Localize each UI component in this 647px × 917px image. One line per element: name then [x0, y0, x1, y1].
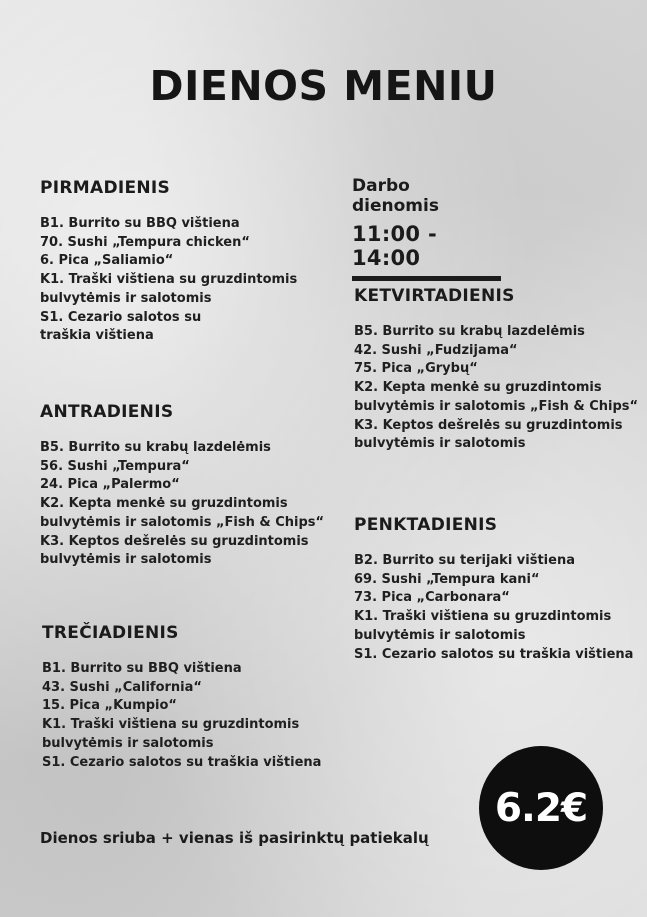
menu-item: bulvytėmis ir salotomis „Fish & Chips“	[354, 398, 639, 414]
menu-item: 73. Pica „Carbonara“	[354, 590, 510, 606]
working-hours	[352, 176, 502, 281]
day-title: ANTRADIENIS	[40, 402, 174, 422]
menu-item: K2. Kepta menkė su gruzdintomis	[354, 380, 602, 396]
menu-item: 15. Pica „Kumpio“	[42, 698, 177, 714]
day-monday	[40, 178, 297, 346]
hours-label: Darbo dienomis	[352, 176, 439, 216]
menu-list	[42, 660, 321, 772]
day-friday	[354, 515, 633, 664]
menu-item: 75. Pica „Grybų“	[354, 361, 478, 377]
menu-item: bulvytėmis ir salotomis	[40, 290, 212, 306]
menu-item: K2. Kepta menkė su gruzdintomis	[40, 496, 288, 512]
divider	[352, 276, 501, 281]
day-title: TREČIADIENIS	[42, 623, 179, 643]
menu-item: K1. Traški vištiena su gruzdintomis	[40, 272, 298, 288]
price-value: 6.2€	[494, 785, 588, 831]
menu-item: bulvytėmis ir salotomis	[354, 627, 526, 643]
day-title: PIRMADIENIS	[40, 178, 171, 198]
menu-list	[40, 439, 324, 570]
menu-item: S1. Cezario salotos su traškia vištiena	[42, 754, 322, 770]
page-title: DIENOS MENIU	[149, 62, 498, 110]
menu-item: K3. Keptos dešrelės su gruzdintomis	[354, 417, 623, 433]
menu-item: B1. Burrito su BBQ vištiena	[40, 216, 240, 231]
menu-item: 43. Sushi „California“	[42, 679, 202, 695]
menu-item: K1. Traški vištiena su gruzdintomis	[42, 717, 300, 733]
footer-note: Dienos sriuba + vienas iš pasirinktų patiekalų	[40, 829, 429, 847]
menu-list	[354, 552, 633, 664]
menu-item: 6. Pica „Saliamio“	[40, 253, 174, 269]
menu-item: K3. Keptos dešrelės su gruzdintomis	[40, 533, 309, 549]
menu-item: 42. Sushi „Fudzijama“	[354, 342, 518, 358]
menu-item: 24. Pica „Palermo“	[40, 477, 180, 493]
menu-item: bulvytėmis ir salotomis „Fish & Chips“	[40, 514, 325, 530]
menu-item: B5. Burrito su krabų lazdelėmis	[354, 324, 585, 339]
menu-item: S1. Cezario salotos su	[40, 309, 202, 325]
menu-item: B2. Burrito su terijaki vištiena	[354, 553, 575, 568]
day-thursday	[354, 286, 638, 454]
menu-item: 69. Sushi „Tempura kani“	[354, 571, 540, 587]
menu-list	[354, 323, 638, 454]
menu-item: bulvytėmis ir salotomis	[42, 735, 214, 751]
menu-item: traškia vištiena	[40, 328, 154, 344]
menu-item: S1. Cezario salotos su traškia vištiena	[354, 646, 634, 662]
day-wednesday	[42, 623, 321, 772]
day-title: KETVIRTADIENIS	[354, 286, 515, 306]
day-tuesday	[40, 402, 324, 570]
menu-item: B5. Burrito su krabų lazdelėmis	[40, 440, 271, 455]
menu-item: bulvytėmis ir salotomis	[40, 552, 212, 568]
menu-item: bulvytėmis ir salotomis	[354, 436, 526, 452]
menu-item: 56. Sushi „Tempura“	[40, 458, 190, 474]
day-title: PENKTADIENIS	[354, 515, 498, 535]
menu-list	[40, 215, 297, 346]
menu-item: B1. Burrito su BBQ vištiena	[42, 661, 242, 676]
hours-time: 11:00 - 14:00	[352, 222, 437, 270]
price-badge	[479, 746, 603, 870]
menu-item: 70. Sushi „Tempura chicken“	[40, 234, 250, 250]
menu-item: K1. Traški vištiena su gruzdintomis	[354, 609, 612, 625]
